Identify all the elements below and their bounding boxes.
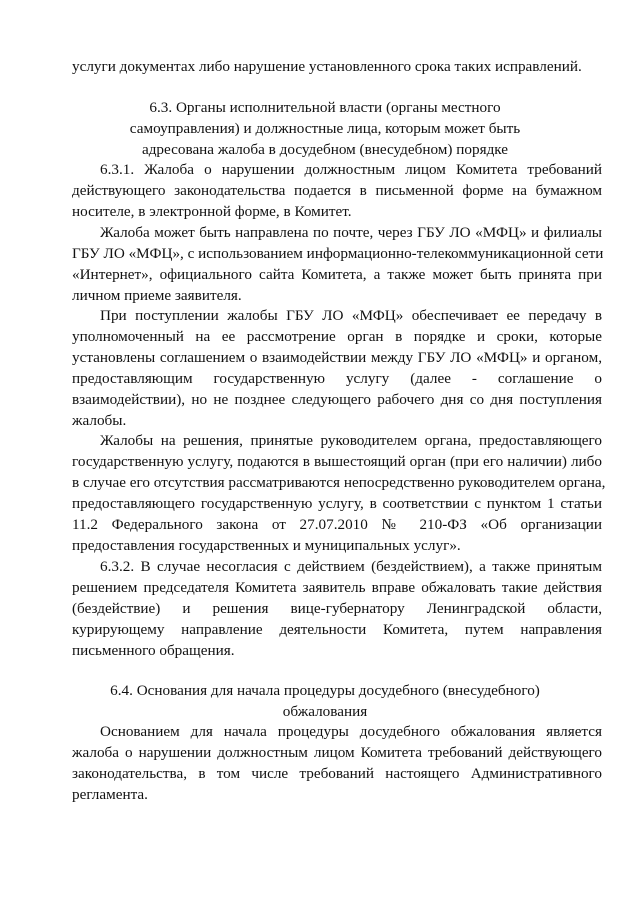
paragraph-line: личном приеме заявителя.	[72, 287, 242, 304]
paragraph-6-4-line: жалоба о нарушении должностным лицом Комитета требований действующего	[72, 744, 602, 761]
paragraph-6-3-1-line: носителе, в электронной форме, в Комитет.	[72, 203, 352, 220]
paragraph-line: Жалоба может быть направлена по почте, через ГБУ ЛО «МФЦ» и филиалы	[100, 224, 602, 241]
paragraph-line: жалобы.	[72, 412, 127, 429]
paragraph-6-4-line: законодательства, в том числе требований настоящего Административного	[72, 765, 602, 782]
paragraph-6-3-1-line: 6.3.1. Жалоба о нарушении должностным лицом Комитета требований	[100, 161, 602, 178]
paragraph-line: государственную услугу, подаются в вышестоящий орган (при его наличии) либо	[72, 453, 602, 470]
section-6-3-heading-line-3: адресована жалоба в досудебном (внесудебном) порядке	[141, 141, 509, 158]
section-6-4-heading-line-1: 6.4. Основания для начала процедуры досудебного (внесудебного)	[110, 682, 540, 699]
paragraph-line: Жалобы на решения, принятые руководителем органа, предоставляющего	[100, 432, 602, 449]
paragraph-6-3-2-line: письменного обращения.	[72, 642, 235, 659]
paragraph-line: установлены соглашением о взаимодействии между ГБУ ЛО «МФЦ» и органом,	[72, 349, 602, 366]
paragraph-6-4-line: регламента.	[72, 786, 148, 803]
paragraph-line: 11.2 Федерального закона от 27.07.2010 № 210-ФЗ «Об организации	[72, 516, 602, 533]
paragraph-line: предоставляющим государственную услугу (далее - соглашение о	[72, 370, 602, 387]
paragraph-line: предоставляющего государственную услугу, в соответствии с пунктом 1 статьи	[72, 495, 602, 512]
paragraph-line: в случае его отсутствия рассматриваются непосредственно руководителем органа,	[72, 474, 606, 491]
paragraph-6-4-line: Основанием для начала процедуры досудебного обжалования является	[100, 723, 602, 740]
paragraph-line: «Интернет», официального сайта Комитета, а также может быть принята при	[72, 266, 602, 283]
paragraph-line: предоставления государственных и муниципальных услуг».	[72, 537, 461, 554]
paragraph-6-3-2-line: 6.3.2. В случае несогласия с действием (бездействием), а также принятым	[100, 558, 602, 575]
paragraph-6-3-1-line: действующего законодательства подается в письменной форме на бумажном	[72, 182, 602, 199]
section-6-3-heading-line-2: самоуправления) и должностные лица, которым может быть	[129, 120, 521, 137]
paragraph-6-3-2-line: решением председателя Комитета заявитель вправе обжаловать такие действия	[72, 579, 602, 596]
paragraph-6-3-2-line: курирующему направление деятельности Комитета, путем направления	[72, 621, 602, 638]
paragraph-line: взаимодействии), но не позднее следующего рабочего дня со дня поступления	[72, 391, 602, 408]
paragraph-line: При поступлении жалобы ГБУ ЛО «МФЦ» обеспечивает ее передачу в	[100, 307, 602, 324]
paragraph-line: уполномоченный на ее рассмотрение орган в порядке и сроки, которые	[72, 328, 602, 345]
section-6-3-heading-line-1: 6.3. Органы исполнительной власти (органы местного	[149, 99, 501, 116]
top-line: услуги документах либо нарушение установленного срока таких исправлений.	[72, 58, 582, 75]
section-6-4-heading-line-2: обжалования	[282, 703, 368, 720]
paragraph-6-3-2-line: (бездействие) и решения вице-губернатору Ленинградской области,	[72, 600, 602, 617]
paragraph-line: ГБУ ЛО «МФЦ», с использованием информационно-телекоммуникационной сети	[72, 245, 604, 262]
